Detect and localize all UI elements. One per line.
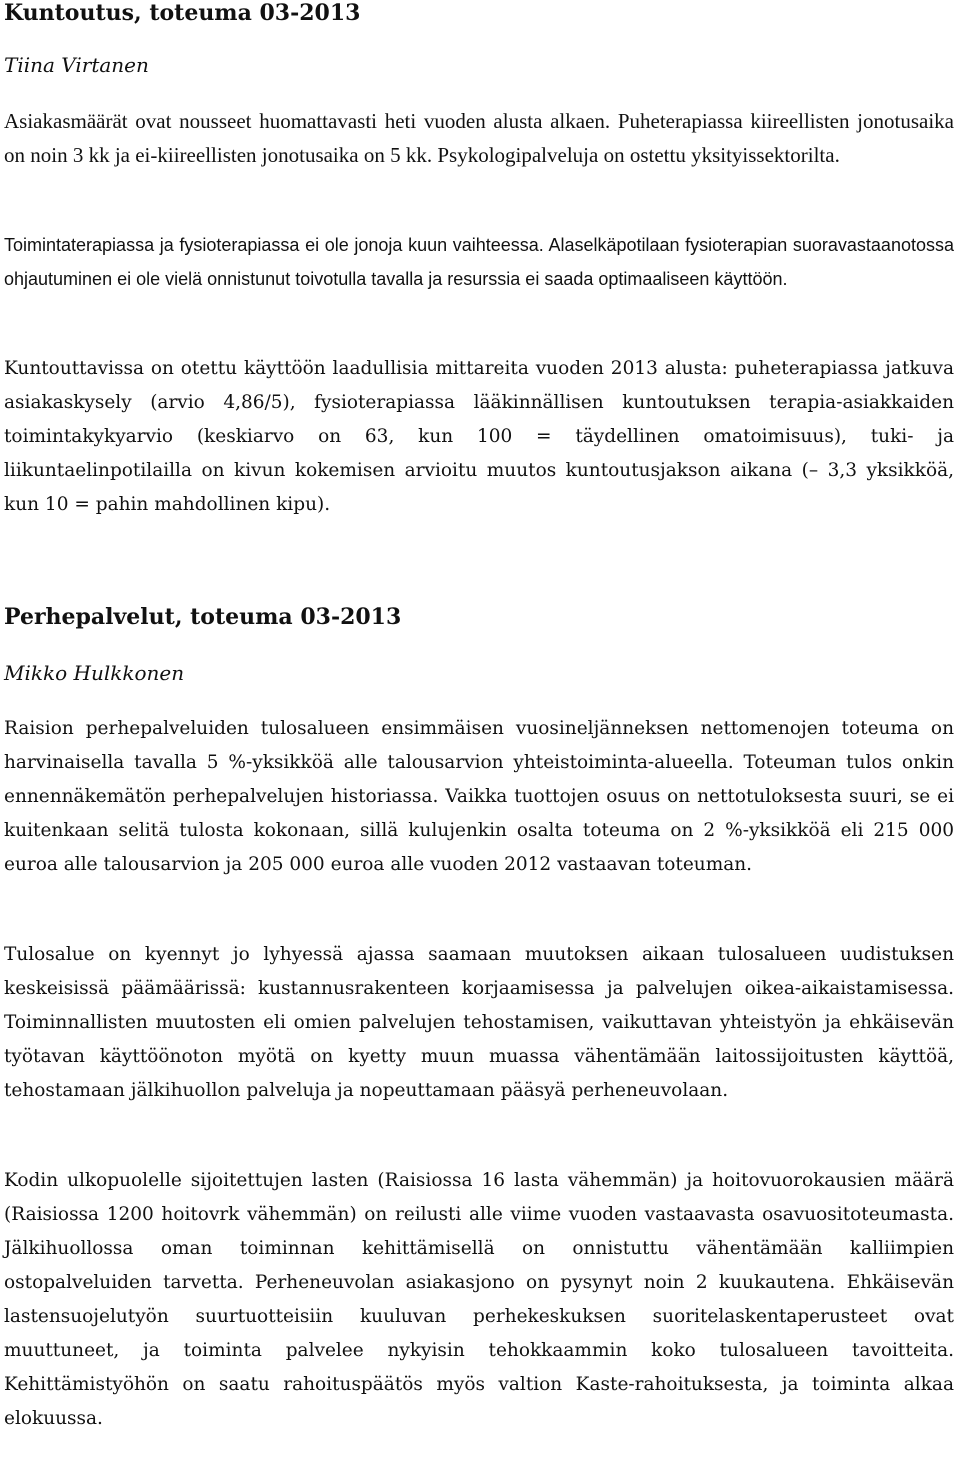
perhepalvelut-paragraph-3: Kodin ulkopuolelle sijoitettujen lasten (Raisiossa 16 lasta vähemmän) ja hoitovuorokausien määrä (Raisiossa 1200 hoitovrk vähemmän) on reilusti alle viime vuoden vastaavasta osavuositoteumasta. Jälkihuollossa oman toiminnan kehittämisellä on onnistuttu vähentämään kalliimpien ostopalveluiden tarvetta. Perheneuvolan asiakasjono on pysynyt noin 2 kuukautena. Ehkäisevän lastensuojelutyön suurtuotteisiin kuuluvan perhekeskuksen suoritelaskentaperusteet ovat muuttuneet, ja toiminta palvelee nykyisin tehokkaammin koko tulosalueen tavoitteita. Kehittämistyöhön on saatu rahoituspäätös myös valtion Kaste-rahoituksesta, ja toiminta alkaa elokuussa. <box>4 1170 954 1429</box>
perhepalvelut-author: Mikko Hulkkonen <box>4 661 185 685</box>
perhepalvelut-paragraph-2: Tulosalue on kyennyt jo lyhyessä ajassa saamaan muutoksen aikaan tulosalueen uudistuksen keskeisissä päämäärissä: kustannusrakenteen korjaamisessa ja palvelujen oikea-aikaistamisessa. Toiminnallisten muutosten eli omien palvelujen tehostamisen, vaikuttavan yhteistyön ja ehkäisevän työtavan käyttöönoton myötä on kyetty muun muassa vähentämään laitossijoitusten käyttöä, tehostamaan jälkihuollon palveluja ja nopeuttamaan pääsyä perheneuvolaan. <box>4 944 954 1101</box>
perhepalvelut-paragraph-1: Raision perhepalveluiden tulosalueen ensimmäisen vuosineljänneksen nettomenojen toteuma on harvinaisella tavalla 5 %-yksikköä alle talousarvion yhteistoiminta-alueella. Toteuman tulos onkin ennennäkemätön perhepalvelujen historiassa. Vaikka tuottojen osuus on nettotuloksesta suuri, se ei kuitenkaan selitä tulosta kokonaan, sillä kulujenkin osalta toteuma on 2 %-yksikköä eli 215 000 euroa alle talousarvion ja 205 000 euroa alle vuoden 2012 vastaavan toteuman. <box>4 718 954 875</box>
perhepalvelut-heading: Perhepalvelut, toteuma 03-2013 <box>4 604 402 630</box>
kuntoutus-heading: Kuntoutus, toteuma 03-2013 <box>4 0 361 26</box>
kuntoutus-paragraph-2: Toimintaterapiassa ja fysioterapiassa ei ole jonoja kuun vaihteessa. Alaselkäpotilaan fysioterapian suoravastaanotossa ohjautuminen ei ole vielä onnistunut toivotulla tavalla ja resurssia ei saada optimaaliseen käyttöön. <box>4 235 954 289</box>
kuntoutus-paragraph-1: Asiakasmäärät ovat nousseet huomattavasti heti vuoden alusta alkaen. Puheterapiassa kiireellisten jonotusaika on noin 3 kk ja ei-kiireellisten jonotusaika on 5 kk. Psykologipalveluja on ostettu yksityissektorilta. <box>4 109 954 167</box>
kuntoutus-paragraph-3: Kuntouttavissa on otettu käyttöön laadullisia mittareita vuoden 2013 alusta: puheterapiassa jatkuva asiakaskysely (arvio 4,86/5), fysioterapiassa lääkinnällisen kuntoutuksen terapia-asiakkaiden toimintakykyarvio (keskiarvo on 63, kun 100 = täydellinen omatoimisuus), tuki- ja liikuntaelinpotilailla on kivun kokemisen arvioitu muutos kuntoutusjakson aikana (– 3,3 yksikköä, kun 10 = pahin mahdollinen kipu). <box>4 358 954 515</box>
kuntoutus-author: Tiina Virtanen <box>4 53 149 77</box>
